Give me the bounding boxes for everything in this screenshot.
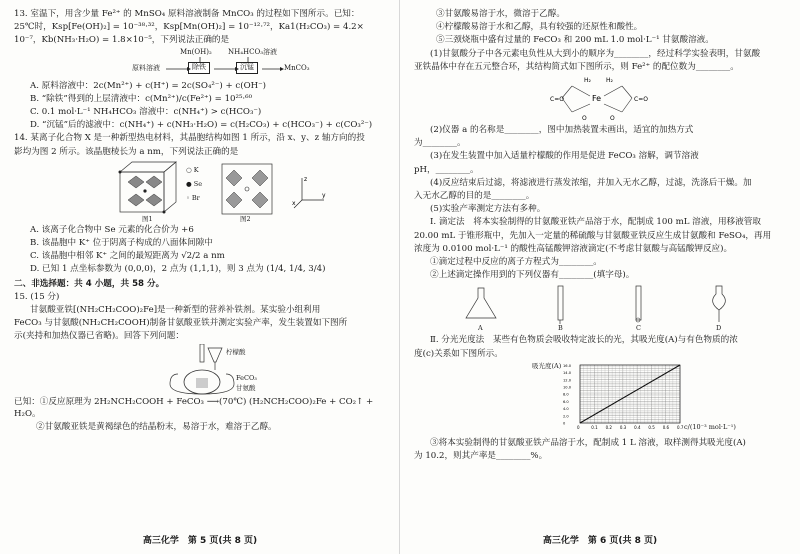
iron-glycinate-structure-diagram — [544, 74, 654, 124]
svg-text:z: z — [304, 175, 308, 183]
titration-q1: ①滴定过程中反应的离子方程式为________。 — [430, 257, 602, 268]
spectro-text: 度(c)关系如下图所示。 — [414, 348, 503, 359]
axes-icon — [292, 174, 328, 210]
chart-ylabel: 吸光度(A) — [532, 361, 562, 370]
section-2-heading: 二、非选择题：共 4 小题，共 58 分。 — [14, 278, 165, 289]
instrument-b-label: B — [558, 324, 563, 333]
y-tick-label: 14.0 — [563, 370, 572, 375]
x-tick-label: 0.3 — [619, 424, 627, 430]
q14-stem: 影均为图 2 所示。该晶胞棱长为 a nm，下列说法正确的是 — [14, 146, 239, 157]
fig2-caption: 图2 — [240, 214, 251, 223]
label-feco3: FeCO₃ — [236, 373, 257, 382]
legend-se: ● Se — [186, 179, 203, 188]
instrument-a-label: A — [478, 324, 483, 333]
q13-option-d: D. “沉锰”后的滤液中：c(NH₄⁺) + c(NH₃·H₂O) = c(H₂CO₃) + c(HCO₃⁻) + c(CO₃²⁻) — [30, 120, 373, 131]
legend-se-label: Se — [193, 179, 203, 188]
lab-instruments — [454, 284, 774, 324]
y-tick-label: 8.0 — [563, 392, 569, 397]
q15-sub3: (3)在发生装置中加入适量柠檬酸的作用是促进 FeCO₃ 溶解，调节溶液 — [430, 151, 699, 162]
chart-xlabel: c/(10⁻³ mol·L⁻¹) — [684, 422, 736, 431]
flow-step-1: 除铁 — [188, 62, 210, 74]
q15-sub1: (1)甘氨酸分子中各元素电负性从大到小的顺序为________，经过科学实验表明，甘氨酸 — [430, 48, 761, 59]
burette-icon — [558, 286, 563, 320]
spectro-q3: ③将本实验制得的甘氨酸亚铁产品溶于水，配制成 1 L 溶液，取样测得其吸光度(A) — [430, 437, 746, 448]
q15-sub4: 入无水乙醇的目的是________。 — [414, 191, 535, 202]
page-6-footer: 高三化学 第 6 页(共 8 页) — [542, 536, 658, 547]
q15-sub5: (5)实验产率测定方法有多种。 — [430, 204, 546, 215]
flow-reagent-2: NH₄HCO₃溶液 — [228, 47, 278, 56]
x-tick-label: 0.6 — [662, 424, 670, 430]
q15-intro: 甘氨酸亚铁[(NH₂CH₂COO)₂Fe]是一种新型的营养补铁剂。某实验小组利用 — [30, 305, 321, 316]
titration-text: 20.00 mL 于锥形瓶中，先加入一定量的稀硫酸与甘氨酸亚铁反应生成甘氨酸和 FeSO₄，再用 — [414, 230, 772, 241]
svg-text:x: x — [292, 199, 296, 207]
x-tick-label: 0.4 — [634, 424, 641, 430]
y-tick-label: 2.0 — [563, 414, 569, 419]
label-glycine: 甘氨酸 — [236, 383, 256, 392]
y-tick-label: 4.0 — [563, 406, 569, 411]
x-tick-label: 0.5 — [648, 424, 655, 430]
crystal-cell-fig1 — [114, 160, 184, 216]
q15-known-3: ③甘氨酸易溶于水，微溶于乙醇。 — [436, 9, 565, 19]
svg-text:y: y — [322, 191, 326, 199]
fig1-caption: 图1 — [142, 214, 153, 223]
q15-heading: 15. (15 分) — [14, 291, 60, 302]
svg-text:C=O: C=O — [550, 96, 564, 104]
x-tick-label: 0.2 — [605, 424, 612, 430]
absorbance-chart — [414, 361, 786, 437]
conical-flask-icon — [466, 288, 496, 318]
acid-burette-icon — [636, 286, 641, 320]
svg-text:C=O: C=O — [634, 96, 648, 104]
q15-sub2: (2)仪器 a 的名称是________，图中加热装置未画出，适宜的加热方式 — [430, 125, 694, 136]
x-tick-label: 0.1 — [591, 424, 598, 430]
q15-apparatus — [14, 344, 386, 396]
legend-br-label: Br — [191, 193, 200, 202]
y-tick-label: 10.0 — [563, 385, 572, 390]
q14-stem: 14. 某离子化合物 X 是一种新型热电材料，其晶胞结构如图 1 所示，沿 x、y、z 轴方向的投 — [14, 133, 365, 144]
titration-text: 浓度为 0.0100 mol·L⁻¹ 的酸性高锰酸钾溶液滴定(不考虑甘氨酸与高锰酸钾反应)。 — [414, 243, 733, 254]
flow-reagent-1: Mn(OH)₂ — [180, 47, 212, 56]
q15-sub2: 为________。 — [414, 138, 466, 149]
q13-option-c: C. 0.1 mol·L⁻¹ NH₄HCO₃ 溶液中：c(NH₄⁺) > c(HCO₃⁻) — [30, 107, 262, 118]
instrument-c-label: C — [636, 324, 641, 333]
page-6 — [400, 0, 800, 554]
q13-flow-diagram — [14, 48, 386, 78]
q13-option-a: A. 原料溶液中：2c(Mn²⁺) + c(H⁺) = 2c(SO₄²⁻) + c(OH⁻) — [30, 80, 267, 91]
q15-known-4: ④柠檬酸易溶于水和乙醇，具有较强的还原性和酸性。 — [436, 22, 643, 33]
flow-arrows — [14, 48, 334, 78]
svg-text:H₂: H₂ — [606, 77, 613, 85]
instrument-options — [414, 282, 786, 334]
q15-sub4: (4)反应结束后过滤，将滤液进行蒸发浓缩，并加入无水乙醇，过滤，洗涤后干燥。加 — [430, 177, 752, 188]
q15-sub3: pH，________。 — [414, 164, 479, 175]
spectro-q3: 为 10.2，则其产率是________%。 — [414, 451, 548, 462]
page-5-footer: 高三化学 第 5 页(共 8 页) — [142, 536, 258, 547]
q14-figures — [14, 160, 386, 222]
q14-option-d: D. 已知 1 点坐标参数为 (0,0,0)，2 点为 (1,1,1)，则 3 点为 (1/4, 1/4, 3/4) — [30, 264, 326, 275]
absorbance-plot — [562, 361, 692, 435]
legend-br: ◦ Br — [186, 193, 200, 202]
q15-known-1: 已知：①反应原理为 2H₂NCH₂COOH + FeCO₃ ⟶(70℃) (H₂NCH₂COO)₂Fe + CO₂↑ + H₂O。 — [14, 396, 374, 419]
legend-k-label: K — [193, 165, 199, 174]
q15-intro: 示(夹持和加热仪器已省略)。回答下列问题： — [14, 331, 184, 342]
q15-sub1: 亚铁晶体中存在五元整合环，其结构简式如下图所示，则 Fe²⁺ 的配位数为________。 — [414, 61, 739, 72]
separatory-funnel-icon — [713, 286, 726, 310]
x-tick-label: 0 — [577, 424, 580, 430]
y-tick-label: 16.0 — [563, 363, 572, 368]
instrument-d-label: D — [716, 324, 722, 333]
svg-text:O: O — [582, 115, 587, 123]
x-tick-label: 0.7 — [677, 424, 684, 430]
svg-text:O: O — [610, 115, 615, 123]
q15-known-5: ⑤三颈烧瓶中盛有过量的 FeCO₃ 和 200 mL 1.0 mol·L⁻¹ 甘氨酸溶液。 — [436, 35, 714, 46]
svg-text:Fe: Fe — [592, 94, 602, 104]
q14-option-b: B. 该晶胞中 K⁺ 位于阴离子构成的八面体间隙中 — [30, 238, 213, 249]
titration-q2: ②上述滴定操作用到的下列仪器有________(填字母)。 — [430, 270, 635, 281]
y-tick-label: 6.0 — [563, 399, 569, 404]
y-tick-label: 12.0 — [563, 378, 572, 383]
flow-step-2: 沉锰 — [236, 62, 258, 74]
q13-stem: 13. 室温下，用含少量 Fe²⁺ 的 MnSO₄ 原料溶液制备 MnCO₃ 的过程如下图所示。已知： — [14, 9, 360, 19]
q15-intro: FeCO₃ 与甘氨酸(NH₂CH₂COOH)制备甘氨酸亚铁并测定实验产率，发生装置如下图所 — [14, 318, 348, 329]
q13-option-b: B. “除铁”得到的上层清液中：c(Mn²⁺)/c(Fe²⁺) = 10²⁵·⁶⁰ — [30, 93, 253, 104]
q14-option-c: C. 该晶胞中相邻 K⁺ 之间的最短距离为 √2/2 a nm — [30, 251, 225, 262]
flow-end: MnCO₃ — [284, 63, 310, 72]
crystal-projection-fig2 — [220, 162, 276, 216]
titration-text: Ⅰ. 滴定法 将本实验制得的甘氨酸亚铁产品溶于水，配制成 100 mL 溶液，用移液管取 — [430, 217, 761, 228]
q13-stem: 25℃时，Ksp[Fe(OH)₂] = 10⁻³⁸·³²，Ksp[Mn(OH)₂] = 10⁻¹²·⁷²，Ka1(H₂CO₃) = 4.2× — [14, 22, 364, 33]
q14-option-a: A. 该离子化合物中 Se 元素的化合价为 +6 — [30, 224, 194, 235]
chelate-structure — [414, 74, 786, 124]
label-citric-acid: 柠檬酸 — [226, 347, 246, 356]
q13-stem: 10⁻⁷，Kb(NH₃·H₂O) = 1.8×10⁻⁵，下列说法正确的是 — [14, 35, 230, 46]
svg-text:H₂: H₂ — [584, 77, 591, 85]
flow-start: 原料溶液 — [132, 63, 160, 72]
q15-known-2: ②甘氨酸亚铁是黄褐绿色的结晶粉末，易溶于水，难溶于乙醇。 — [36, 422, 277, 433]
legend-k: ○ K — [186, 165, 199, 174]
spectro-text: Ⅱ. 分光光度法 某些有色物质会吸收特定波长的光，其吸光度(A)与有色物质的浓 — [430, 335, 738, 346]
y-tick-label: 0 — [563, 421, 566, 426]
